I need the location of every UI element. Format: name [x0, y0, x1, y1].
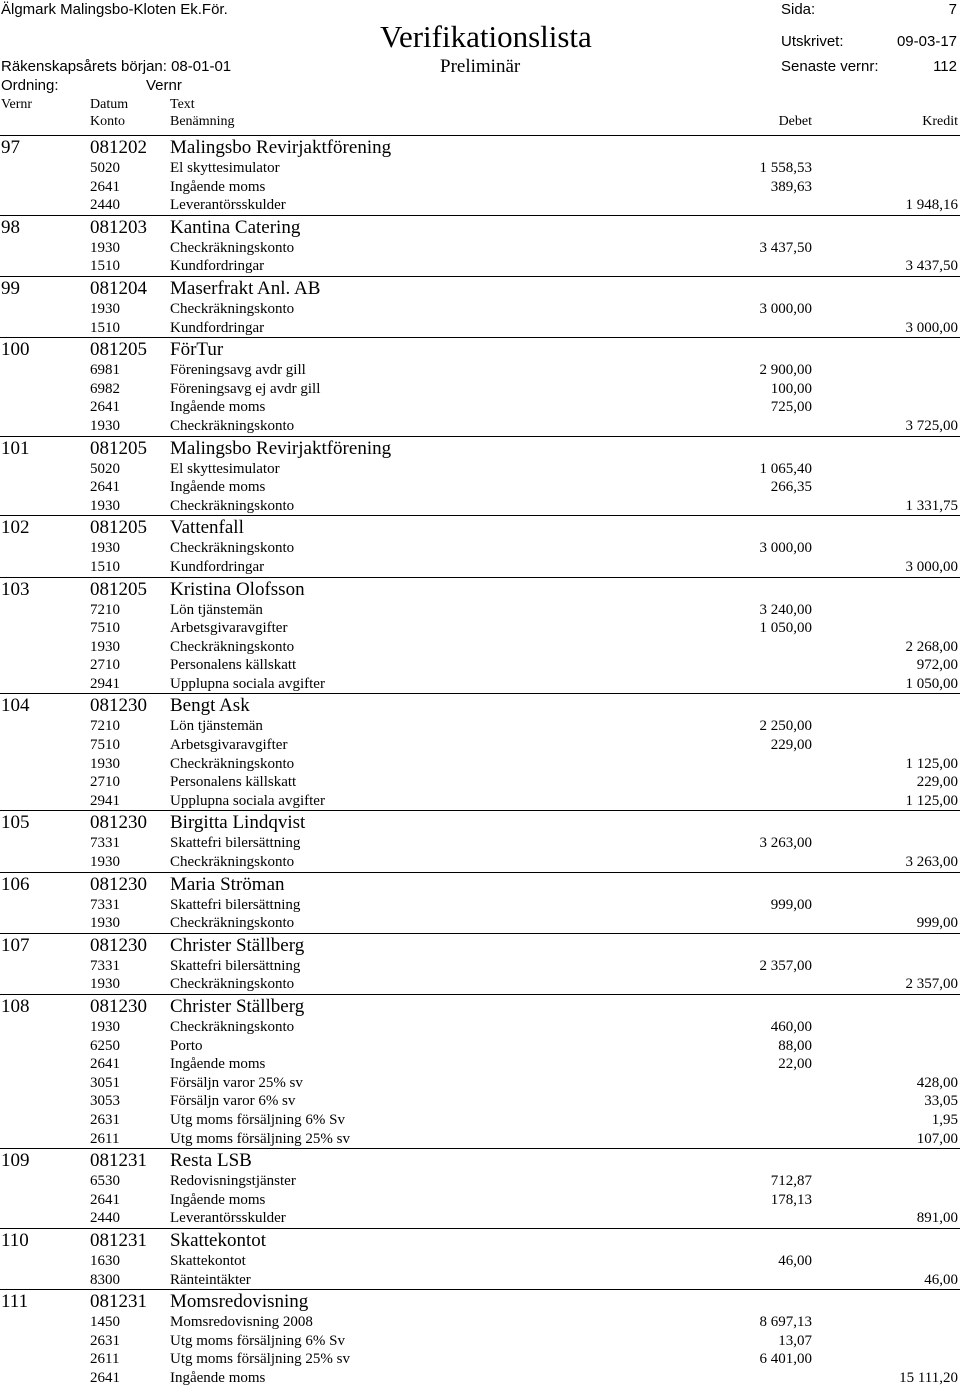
account-name: Försäljn varor 25% sv [170, 1074, 303, 1091]
account-number: 6982 [90, 380, 120, 397]
account-name: Utg moms försäljning 6% Sv [170, 1111, 345, 1128]
verification-text: Christer Ställberg [170, 996, 305, 1017]
account-number: 1930 [90, 417, 120, 434]
credit-amount: 972,00 [916, 657, 958, 674]
ledger-line [0, 1369, 960, 1388]
column-header-debet: Debet [778, 114, 812, 129]
account-number: 2710 [90, 774, 120, 791]
verification-text: Resta LSB [170, 1150, 252, 1172]
ledger-line [0, 1037, 960, 1056]
verification-text: Maria Ströman [170, 873, 285, 895]
credit-amount: 3 000,00 [905, 319, 958, 336]
company-name: Älgmark Malingsbo-Kloten Ek.För. [1, 1, 228, 18]
account-number: 1930 [90, 497, 120, 514]
order-label: Ordning: [1, 77, 59, 94]
account-number: 6530 [90, 1173, 120, 1190]
account-name: Arbetsgivaravgifter [170, 620, 288, 637]
ledger-line [0, 601, 960, 620]
credit-amount: 1 948,16 [905, 197, 958, 214]
credit-amount: 428,00 [916, 1074, 958, 1091]
account-number: 7510 [90, 737, 120, 754]
account-number: 2641 [90, 479, 120, 496]
debit-amount: 3 000,00 [759, 300, 812, 317]
debit-amount: 22,00 [778, 1056, 812, 1073]
ledger-line [0, 1074, 960, 1093]
debit-amount: 460,00 [770, 1019, 812, 1035]
verification-number: 105 [1, 812, 30, 834]
account-number: 1450 [90, 1314, 120, 1331]
ledger-line [0, 539, 960, 558]
account-number: 2710 [90, 657, 120, 674]
account-name: Ingående moms [170, 1191, 266, 1208]
verification-date: 081230 [90, 996, 147, 1017]
debit-amount: 2 250,00 [759, 718, 812, 735]
account-number: 1930 [90, 239, 120, 256]
verification-row [0, 277, 960, 300]
verification-text: Skattekontot [170, 1229, 267, 1251]
ledger-line [0, 792, 960, 811]
debit-amount: 229,00 [770, 737, 812, 754]
verification-date: 081205 [90, 578, 147, 600]
credit-amount: 2 268,00 [905, 638, 958, 655]
ledger-line [0, 361, 960, 380]
verification-text: FörTur [170, 339, 224, 361]
verification-number: 100 [1, 339, 30, 361]
verification-group [0, 693, 960, 810]
account-number: 1930 [90, 755, 120, 772]
account-number: 3051 [90, 1074, 120, 1091]
account-number: 2440 [90, 197, 120, 214]
verification-number: 103 [1, 578, 30, 600]
debit-amount: 999,00 [770, 896, 812, 913]
account-number: 2641 [90, 1191, 120, 1208]
account-name: Kundfordringar [170, 558, 265, 575]
verification-text: Vattenfall [170, 517, 244, 539]
page-number-value: 7 [948, 1, 957, 18]
account-number: 1630 [90, 1252, 120, 1269]
credit-amount: 3 000,00 [905, 558, 958, 575]
account-name: Ingående moms [170, 1056, 266, 1073]
account-name: El skyttesimulator [170, 460, 280, 477]
verification-number: 99 [1, 277, 20, 299]
debit-amount: 178,13 [770, 1191, 812, 1208]
ledger-line [0, 558, 960, 577]
debit-amount: 712,87 [770, 1173, 812, 1190]
ledger-line [0, 1332, 960, 1351]
account-name: Redovisningstjänster [170, 1173, 296, 1190]
account-name: El skyttesimulator [170, 160, 280, 176]
ledger-line [0, 736, 960, 755]
verification-group [0, 577, 960, 694]
verification-number: 102 [1, 517, 30, 539]
account-name: Kundfordringar [170, 319, 265, 336]
account-name: Personalens källskatt [170, 774, 297, 791]
debit-amount: 3 263,00 [759, 835, 812, 852]
ledger-line [0, 1055, 960, 1074]
account-number: 2631 [90, 1111, 120, 1128]
account-number: 7210 [90, 718, 120, 735]
verification-row [0, 136, 960, 159]
ledger-line [0, 1313, 960, 1332]
ledger-line [0, 380, 960, 399]
account-number: 1510 [90, 319, 120, 336]
verification-row [0, 995, 960, 1018]
account-name: Utg moms försäljning 25% sv [170, 1351, 350, 1368]
account-number: 6250 [90, 1037, 120, 1054]
account-number: 2641 [90, 1369, 120, 1386]
verification-row [0, 694, 960, 717]
account-name: Försäljn varor 6% sv [170, 1093, 296, 1110]
verification-number: 97 [1, 137, 20, 158]
ledger-line [0, 773, 960, 792]
account-name: Leverantörsskulder [170, 1210, 286, 1227]
verification-date: 081205 [90, 437, 147, 459]
account-name: Checkräkningskonto [170, 854, 295, 871]
debit-amount: 8 697,13 [759, 1314, 812, 1331]
page-subtitle: Preliminär [440, 56, 521, 77]
credit-amount: 33,05 [924, 1093, 958, 1110]
ledger-line [0, 638, 960, 657]
credit-amount: 229,00 [916, 774, 958, 791]
debit-amount: 3 000,00 [759, 540, 812, 557]
debit-amount: 1 050,00 [759, 620, 812, 637]
fiscal-year-start: Räkenskapsårets början: 08-01-01 [1, 58, 232, 75]
verification-date: 081230 [90, 934, 147, 956]
account-number: 7210 [90, 601, 120, 618]
ledger-line [0, 159, 960, 178]
ledger-line [0, 239, 960, 258]
verification-row [0, 1229, 960, 1252]
account-name: Skattekontot [170, 1252, 246, 1269]
ledger-line [0, 1252, 960, 1271]
account-name: Ingående moms [170, 178, 266, 195]
debit-amount: 3 240,00 [759, 601, 812, 618]
ledger-line [0, 319, 960, 338]
verification-group [0, 1148, 960, 1228]
last-vernr-label: Senaste vernr: [781, 58, 879, 75]
account-name: Skattefri bilersättning [170, 896, 301, 913]
account-number: 1930 [90, 300, 120, 317]
account-number: 3053 [90, 1093, 120, 1110]
ledger-line [0, 398, 960, 417]
account-number: 7510 [90, 620, 120, 637]
verification-row [0, 216, 960, 239]
account-number: 2641 [90, 178, 120, 195]
verification-number: 108 [1, 996, 30, 1017]
account-name: Lön tjänstemän [170, 718, 263, 735]
verification-number: 109 [1, 1150, 30, 1172]
account-number: 2631 [90, 1332, 120, 1349]
page-title: Verifikationslista [380, 19, 592, 54]
account-number: 1930 [90, 915, 120, 932]
account-name: Checkräkningskonto [170, 755, 295, 772]
credit-amount: 1 125,00 [905, 755, 958, 772]
verification-group [0, 872, 960, 933]
ledger-line [0, 1191, 960, 1210]
column-header-benamning: Benämning [170, 114, 235, 129]
verification-text: Birgitta Lindqvist [170, 812, 306, 834]
column-header-konto: Konto [90, 114, 125, 129]
account-name: Ingående moms [170, 1369, 266, 1386]
verification-date: 081231 [90, 1150, 147, 1172]
verification-group [0, 1228, 960, 1289]
verification-group [0, 994, 960, 1148]
verification-number: 110 [1, 1229, 29, 1251]
verification-group [0, 1289, 960, 1387]
account-name: Checkräkningskonto [170, 540, 295, 557]
verification-group [0, 515, 960, 576]
verification-row [0, 437, 960, 460]
account-number: 1930 [90, 976, 120, 993]
credit-amount: 46,00 [924, 1271, 958, 1288]
ledger-line [0, 300, 960, 319]
account-number: 1510 [90, 558, 120, 575]
account-name: Checkräkningskonto [170, 239, 295, 256]
verification-row [0, 873, 960, 896]
debit-amount: 725,00 [770, 399, 812, 416]
verification-list [0, 135, 960, 1388]
credit-amount: 2 357,00 [905, 976, 958, 993]
verification-group [0, 276, 960, 337]
credit-amount: 1 050,00 [905, 675, 958, 692]
debit-amount: 2 900,00 [759, 362, 812, 379]
ledger-line [0, 417, 960, 436]
account-name: Porto [170, 1037, 203, 1054]
column-header-datum: Datum [90, 97, 129, 112]
verification-date: 081202 [90, 137, 147, 158]
verification-date: 081230 [90, 873, 147, 895]
ledger-line [0, 460, 960, 479]
ledger-line [0, 257, 960, 276]
verification-group [0, 215, 960, 276]
account-number: 8300 [90, 1271, 120, 1288]
account-number: 2440 [90, 1210, 120, 1227]
verification-row [0, 934, 960, 957]
credit-amount: 3 263,00 [905, 854, 958, 871]
account-name: Checkräkningskonto [170, 497, 295, 514]
verification-row [0, 516, 960, 539]
account-number: 2641 [90, 1056, 120, 1073]
account-name: Checkräkningskonto [170, 915, 295, 932]
credit-amount: 1 125,00 [905, 792, 958, 809]
column-header-text: Text [170, 97, 195, 112]
credit-amount: 3 437,50 [905, 258, 958, 275]
verification-text: Maserfrakt Anl. AB [170, 277, 321, 299]
verification-text: Kantina Catering [170, 216, 301, 238]
credit-amount: 3 725,00 [905, 417, 958, 434]
ledger-line [0, 178, 960, 197]
credit-amount: 15 111,20 [899, 1369, 958, 1386]
verification-group [0, 810, 960, 871]
ledger-line [0, 1092, 960, 1111]
account-number: 7331 [90, 957, 120, 974]
verification-number: 107 [1, 934, 30, 956]
account-name: Utg moms försäljning 25% sv [170, 1130, 350, 1147]
account-number: 7331 [90, 896, 120, 913]
credit-amount: 1,95 [931, 1111, 958, 1128]
debit-amount: 100,00 [770, 380, 812, 397]
ledger-line [0, 1209, 960, 1228]
debit-amount: 1 558,53 [759, 160, 812, 176]
verification-number: 98 [1, 216, 20, 238]
account-name: Skattefri bilersättning [170, 957, 301, 974]
ledger-line [0, 1018, 960, 1037]
verification-number: 101 [1, 437, 30, 459]
ledger-line [0, 1130, 960, 1149]
credit-amount: 107,00 [916, 1130, 958, 1147]
column-header-vernr: Vernr [1, 97, 33, 112]
ledger-line [0, 478, 960, 497]
column-header-kredit: Kredit [922, 114, 958, 129]
account-name: Checkräkningskonto [170, 300, 295, 317]
ledger-line [0, 1350, 960, 1369]
account-name: Ingående moms [170, 399, 266, 416]
account-number: 7331 [90, 835, 120, 852]
account-name: Utg moms försäljning 6% Sv [170, 1332, 345, 1349]
verification-text: Kristina Olofsson [170, 578, 305, 600]
verification-date: 081205 [90, 339, 147, 361]
account-name: Personalens källskatt [170, 657, 297, 674]
verification-date: 081205 [90, 517, 147, 539]
account-number: 1930 [90, 854, 120, 871]
ledger-line [0, 896, 960, 915]
verification-date: 081230 [90, 812, 147, 834]
ledger-line [0, 957, 960, 976]
debit-amount: 2 357,00 [759, 957, 812, 974]
debit-amount: 13,07 [778, 1332, 812, 1349]
verification-number: 111 [1, 1291, 29, 1313]
verification-number: 104 [1, 695, 30, 717]
account-number: 2641 [90, 399, 120, 416]
ledger-line [0, 196, 960, 215]
verification-date: 081230 [90, 695, 147, 717]
debit-amount: 6 401,00 [759, 1351, 812, 1368]
verification-text: Momsredovisning [170, 1291, 309, 1313]
page-number-label: Sida: [781, 1, 816, 18]
account-number: 6981 [90, 362, 120, 379]
verification-date: 081204 [90, 277, 147, 299]
ledger-line [0, 656, 960, 675]
ledger-line [0, 497, 960, 516]
verification-group [0, 933, 960, 994]
last-vernr-value: 112 [933, 58, 957, 75]
account-number: 1930 [90, 638, 120, 655]
ledger-line [0, 619, 960, 638]
account-name: Momsredovisning 2008 [170, 1314, 313, 1331]
ledger-line [0, 975, 960, 994]
verification-date: 081203 [90, 216, 147, 238]
verification-group [0, 135, 960, 215]
verification-row [0, 1149, 960, 1172]
ledger-line [0, 755, 960, 774]
debit-amount: 1 065,40 [759, 460, 812, 477]
debit-amount: 46,00 [778, 1252, 812, 1269]
debit-amount: 88,00 [778, 1037, 812, 1054]
debit-amount: 3 437,50 [759, 239, 812, 256]
verification-group [0, 436, 960, 516]
account-number: 1930 [90, 540, 120, 557]
account-name: Arbetsgivaravgifter [170, 737, 288, 754]
credit-amount: 999,00 [916, 915, 958, 932]
account-number: 1930 [90, 1019, 120, 1035]
account-name: Föreningsavg avdr gill [170, 362, 306, 379]
account-number: 2611 [90, 1130, 120, 1147]
account-name: Upplupna sociala avgifter [170, 675, 325, 692]
verification-number: 106 [1, 873, 30, 895]
account-name: Ingående moms [170, 479, 266, 496]
account-name: Checkräkningskonto [170, 976, 295, 993]
account-name: Ränteintäkter [170, 1271, 251, 1288]
verification-text: Bengt Ask [170, 695, 250, 717]
ledger-line [0, 675, 960, 694]
ledger-line [0, 834, 960, 853]
printed-date-label: Utskrivet: [781, 33, 844, 50]
verification-row [0, 578, 960, 601]
verification-row [0, 1290, 960, 1313]
order-value: Vernr [146, 77, 182, 94]
ledger-line [0, 853, 960, 872]
account-number: 2611 [90, 1351, 120, 1368]
verification-date: 081231 [90, 1229, 147, 1251]
ledger-line [0, 717, 960, 736]
account-name: Checkräkningskonto [170, 1019, 295, 1035]
account-name: Lön tjänstemän [170, 601, 263, 618]
ledger-line [0, 1111, 960, 1130]
account-name: Checkräkningskonto [170, 638, 295, 655]
printed-date-value: 09-03-17 [896, 33, 957, 50]
verification-group [0, 337, 960, 435]
account-name: Skattefri bilersättning [170, 835, 301, 852]
verification-text: Christer Ställberg [170, 934, 305, 956]
verification-date: 081231 [90, 1291, 147, 1313]
account-number: 1510 [90, 258, 120, 275]
verification-row [0, 811, 960, 834]
account-number: 2941 [90, 675, 120, 692]
account-number: 5020 [90, 160, 120, 176]
account-name: Checkräkningskonto [170, 417, 295, 434]
verification-text: Malingsbo Revirjaktförening [170, 137, 392, 158]
account-name: Kundfordringar [170, 258, 265, 275]
ledger-line [0, 1172, 960, 1191]
ledger-line [0, 1271, 960, 1290]
debit-amount: 266,35 [770, 479, 812, 496]
credit-amount: 1 331,75 [905, 497, 958, 514]
debit-amount: 389,63 [770, 178, 812, 195]
ledger-line [0, 914, 960, 933]
credit-amount: 891,00 [916, 1210, 958, 1227]
account-number: 2941 [90, 792, 120, 809]
account-name: Leverantörsskulder [170, 197, 286, 214]
verification-text: Malingsbo Revirjaktförening [170, 437, 392, 459]
account-name: Föreningsavg ej avdr gill [170, 380, 321, 397]
account-name: Upplupna sociala avgifter [170, 792, 325, 809]
account-number: 5020 [90, 460, 120, 477]
verification-row [0, 338, 960, 361]
